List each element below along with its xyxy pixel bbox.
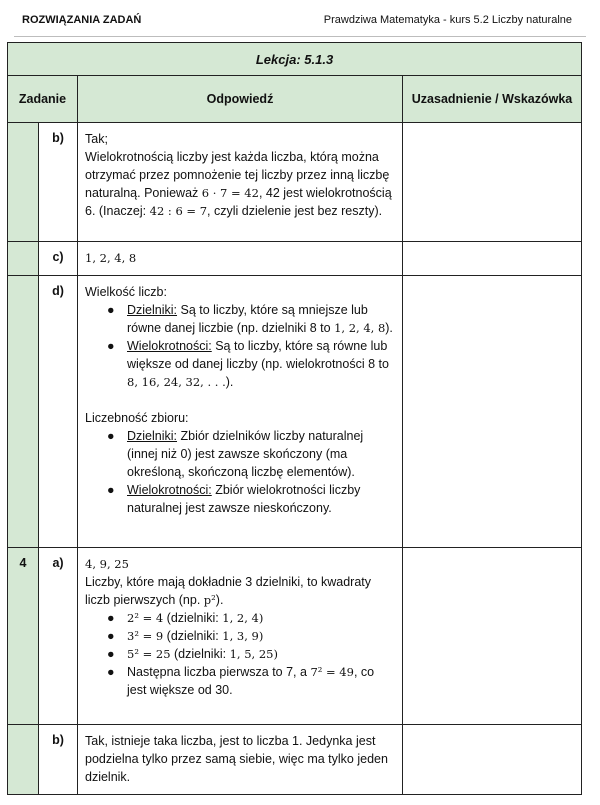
header-divider <box>14 36 586 37</box>
list-item: ● Dzielniki: Zbiór dzielników liczby naturalnej (innej niż 0) jest zawsze skończony (ma określoną, skończoną liczbę elementów). <box>107 429 364 479</box>
subtask-label: b) <box>39 123 78 242</box>
task-number: 4 <box>8 548 39 725</box>
math-expression: 1, 2, 4, 8 <box>334 321 386 335</box>
list-item: ● 2² = 4 (dzielniki: 1, 2, 4) <box>107 611 264 625</box>
bullet-list <box>85 609 395 699</box>
document-header-left: ROZWIĄZANIA ZADAŃ <box>22 14 142 26</box>
reason-cell <box>403 725 582 795</box>
subtask-label: c) <box>39 242 78 276</box>
subtask-label: a) <box>39 548 78 725</box>
math-expression: p² <box>203 593 216 607</box>
list-item: ● Następna liczba pierwsza to 7, a 7² = 49, co jest większe od 30. <box>107 665 375 697</box>
math-expression: 42 : 6 = 7 <box>149 204 208 218</box>
bullet-icon: ● <box>107 629 115 643</box>
bullet-icon: ● <box>107 483 115 497</box>
answer-cell <box>78 123 403 242</box>
lesson-title: Lekcja: 5.1.3 <box>8 43 582 76</box>
bullet-list <box>85 427 395 517</box>
answer-text: Wielokrotnością liczby jest każda liczba, którą można otrzymać przez pomnożenie tej liczby przez inną liczbę naturalną. Ponieważ 6 · 7 = 42, 42 jest wielokrotnością 6. (Inaczej: 42 : 6 = 7, czyli dzielenie jest bez reszty). <box>85 150 392 218</box>
bullet-icon: ● <box>107 303 115 317</box>
answer-text: Liczby, które mają dokładnie 3 dzielniki, to kwadraty liczb pierwszych (np. p²). <box>85 575 372 607</box>
list-item: ● Dzielniki: Są to liczby, które są mniejsze lub równe danej liczbie (np. dzielniki 8 to 1, 2, 4, 8). <box>107 303 393 335</box>
task-number <box>8 276 39 548</box>
reason-cell <box>403 548 582 725</box>
math-expression: 8, 16, 24, 32, . . . <box>127 375 226 389</box>
bullet-icon: ● <box>107 339 115 353</box>
section-heading: Wielkość liczb: <box>85 285 167 299</box>
document-header-right: Prawdziwa Matematyka - kurs 5.2 Liczby naturalne <box>323 14 572 26</box>
subtask-label: b) <box>39 725 78 795</box>
table-row <box>8 242 582 276</box>
column-header-reason: Uzasadnienie / Wskazówka <box>403 76 582 123</box>
bullet-list <box>85 301 395 391</box>
table-row <box>8 725 582 795</box>
answer-cell <box>78 725 403 795</box>
list-item: ● 3² = 9 (dzielniki: 1, 3, 9) <box>107 629 264 643</box>
section-heading: Liczebność zbioru: <box>85 411 189 425</box>
reason-cell <box>403 123 582 242</box>
answer-cell <box>78 242 403 276</box>
table-row <box>8 276 582 548</box>
column-header-answer: Odpowiedź <box>78 76 403 123</box>
bullet-icon: ● <box>107 647 115 661</box>
answer-text: Tak, istnieje taka liczba, jest to liczba 1. Jedynka jest podzielna tylko przez samą siebie, więc ma tylko jeden dzielnik. <box>85 734 388 784</box>
math-expression: 6 · 7 = 42 <box>201 186 259 200</box>
subtask-label: d) <box>39 276 78 548</box>
list-item: ● 5² = 25 (dzielniki: 1, 5, 25) <box>107 647 278 661</box>
bullet-icon: ● <box>107 611 115 625</box>
table-row <box>8 548 582 725</box>
solutions-table <box>7 42 582 795</box>
reason-cell <box>403 276 582 548</box>
task-number <box>8 123 39 242</box>
reason-cell <box>403 242 582 276</box>
answer-text: Tak; <box>85 132 108 146</box>
bullet-icon: ● <box>107 429 115 443</box>
task-number <box>8 242 39 276</box>
table-row <box>8 123 582 242</box>
math-expression: 1, 2, 4, 8 <box>85 251 137 265</box>
bullet-icon: ● <box>107 665 115 679</box>
list-item: ● Wielokrotności: Zbiór wielokrotności liczby naturalnej jest zawsze nieskończony. <box>107 483 361 515</box>
task-number <box>8 725 39 795</box>
answer-cell <box>78 276 403 548</box>
list-item: ● Wielokrotności: Są to liczby, które są równe lub większe od danej liczby (np. wielokrotności 8 to 8, 16, 24, 32, . . .). <box>107 339 389 389</box>
column-header-task: Zadanie <box>8 76 78 123</box>
answer-cell <box>78 548 403 725</box>
math-expression: 4, 9, 25 <box>85 557 129 571</box>
